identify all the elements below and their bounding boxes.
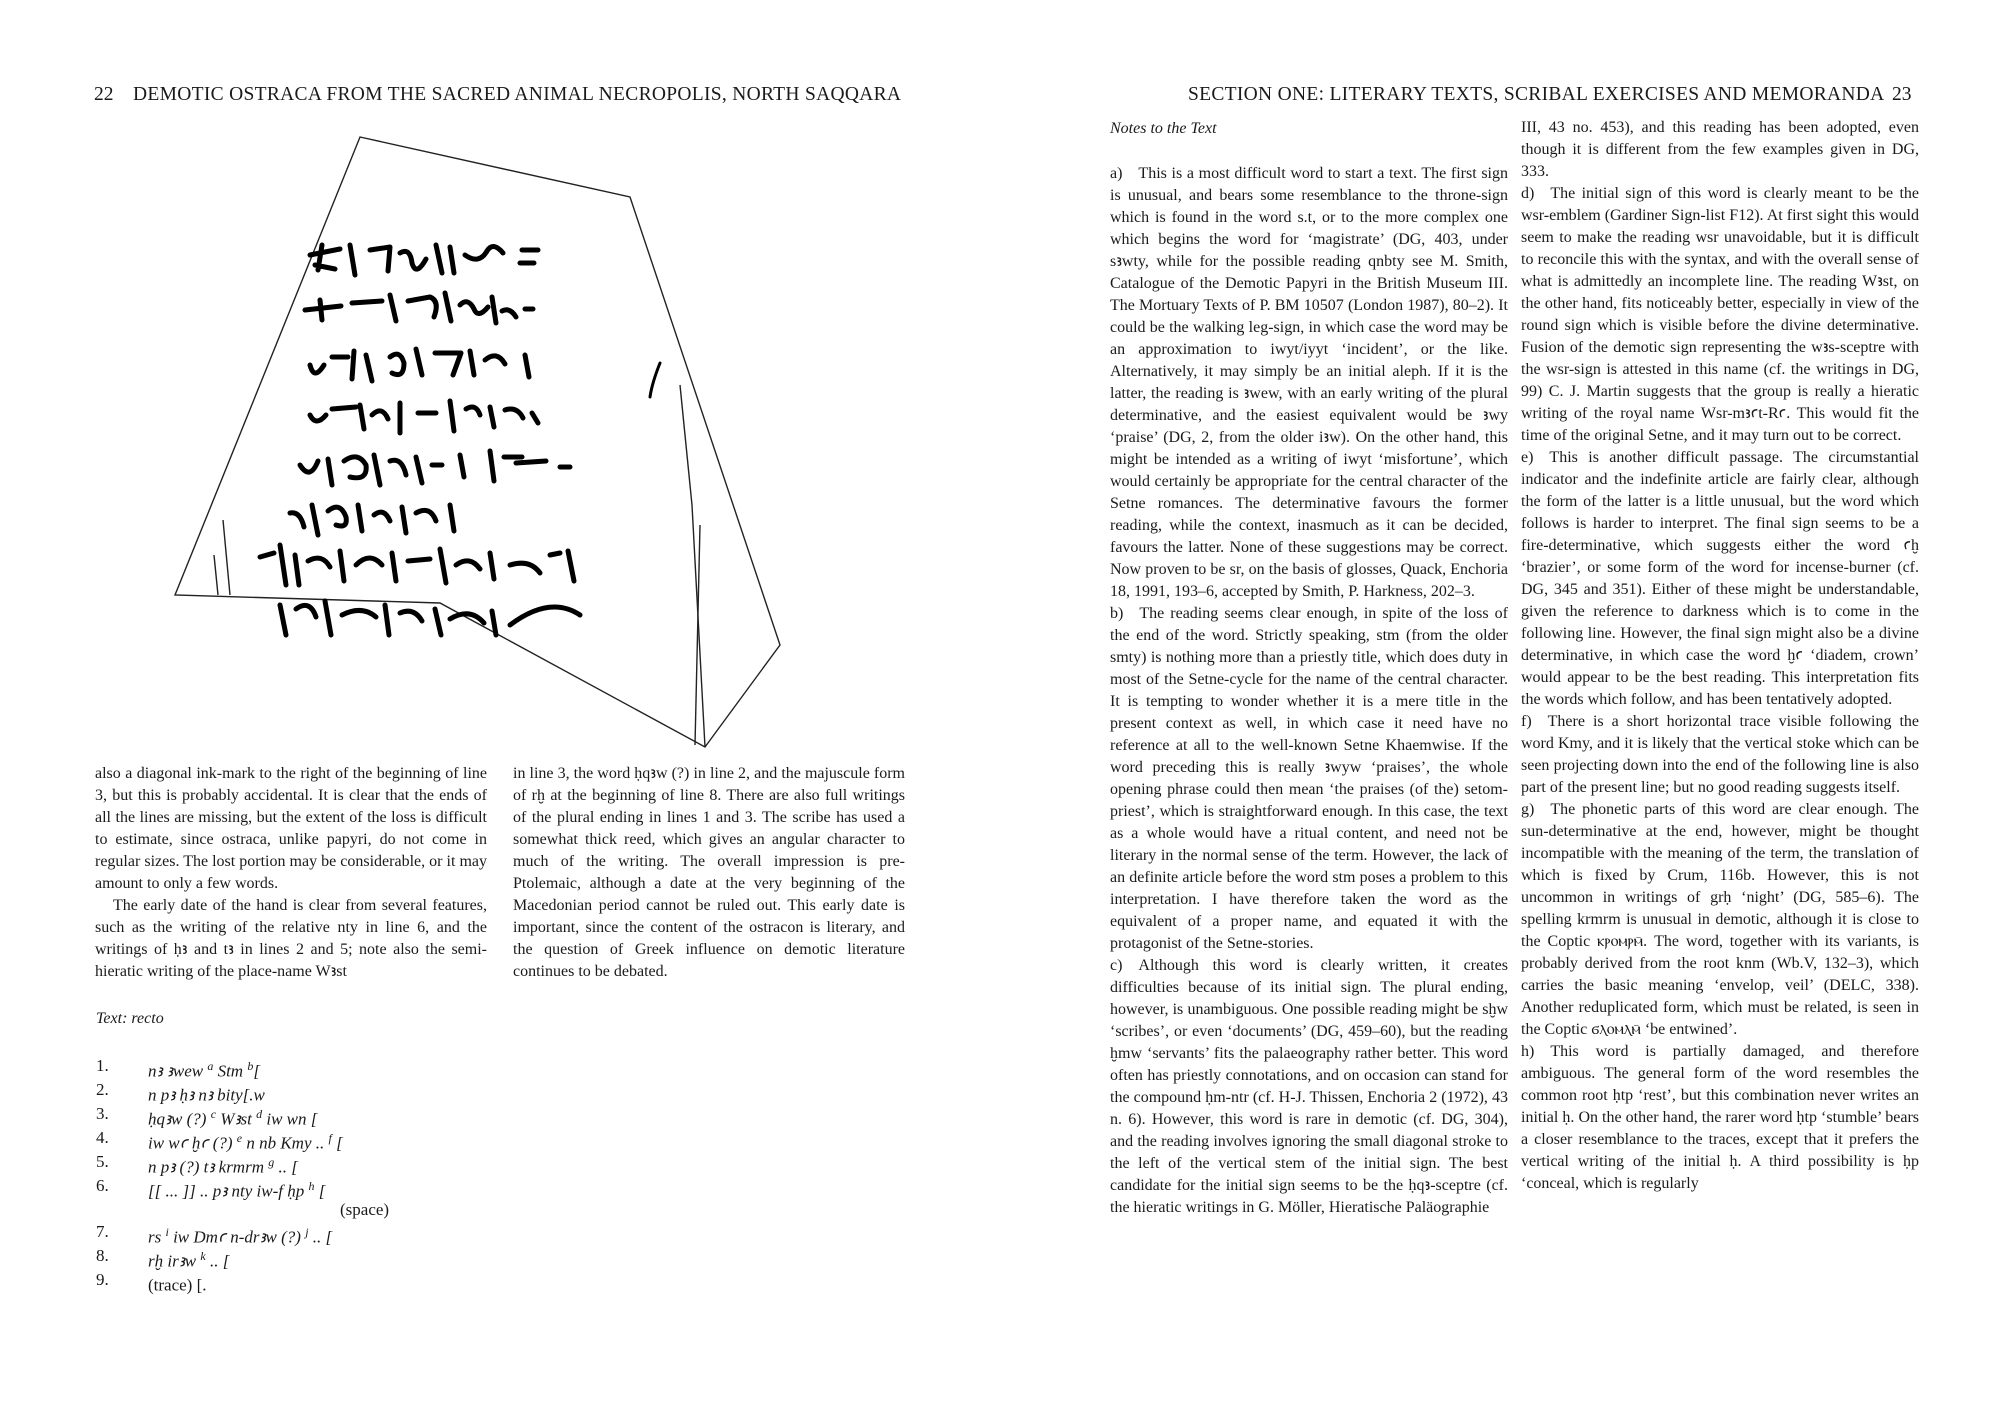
note-paragraph: f) There is a short horizontal trace visible following the word Kmy, and it is likely that the vertical stoke which can be seen projecting down into the end of the following line is also part of the present line; but no good reading suggests itself.: [1521, 713, 1919, 796]
paragraph: in line 3, the word ḥqꜣw (?) in line 2, and the majuscule form of rḫ at the beginning of line 8. There are also full writings of the plural ending in lines 1 and 3. The scribe has used a somewhat thick reed, which gives an angular character to much of the writing. The overall impression is pre-Ptolemaic, although a date at the very beginning of the Macedonian period cannot be ruled out. This early date is important, since the content of the ostracon is literary, and the question of Greek influence on demotic literature continues to be debated.: [513, 765, 905, 980]
notes-heading: Notes to the Text: [1110, 120, 1217, 137]
text-line: 7. rs $^i$ iw Dmꜥ n-drꜣw (?) $^j$ .. [: [96, 1222, 333, 1247]
text-line: 3. ḥqꜣw (?) $^c$ Wꜣst $^d$ iw wn [: [96, 1104, 318, 1129]
ostracon-drawing: [160, 125, 860, 750]
page-number: 22: [94, 84, 114, 105]
text-line: 8. rḫ irꜣw $^k$ .. [: [96, 1246, 230, 1271]
running-head: DEMOTIC OSTRACA FROM THE SACRED ANIMAL NECROPOLIS, NORTH SAQQARA: [133, 84, 902, 105]
note-paragraph: c) Although this word is clearly written, it creates difficulties because of its initial sign. The plural ending, however, is unambiguous. One possible reading might be sḫw ‘scribes’, or even ‘documents’ (DG, 459–60), but the reading ḫmw ‘servants’ fits the palaeography rather better. This word often has priestly connotations, and on occasion can stand for the compound ḥm-ntr (cf. H-J. Thissen, Enchoria 2 (1972), 43 n. 6). However, this word is rare in demotic (cf. DG, 304), and the reading involves ignoring the small diagonal stroke to the left of the vertical stem of the initial sign. The best candidate for the initial sign seems to be the ḥqꜣ-sceptre (cf. the hieratic writings in G. Möller, Hieratische Paläographie: [1110, 957, 1508, 1216]
text-line: 4. iw wꜥ ḫꜥ (?) $^e$ n nb Kmy .. $^f$ [: [96, 1128, 343, 1153]
page-number: 23: [1892, 84, 1912, 105]
note-paragraph: e) This is another difficult passage. The circumstantial indicator and the indefinite article are fairly clear, although the form of the latter is a little unusual, but the word which follows is harder to interpret. The final sign seems to be a fire-determinative, which suggests either the word ꜥḫ ‘brazier’, or some form of the word for incense-burner (cf. DG, 345 and 351). Either of these might be understandable, given the reference to darkness which is to come in the following line. However, the final sign might also be a divine determinative, in which case the word ḫꜥ ‘diadem, crown’ would appear to be the best reading. This interpretation fits the words which follow, and has been tentatively adopted.: [1521, 449, 1919, 708]
note-paragraph: III, 43 no. 453), and this reading has been adopted, even though it is different from the few examples given in DG, 333.: [1521, 119, 1919, 180]
note-paragraph: a) This is a most difficult word to start a text. The first sign is unusual, and bears some resemblance to the throne-sign which is found in the word s.t, or to the more complex one which begins the word for ‘magistrate’ (DG, 403, under sꜣwty, while for the possible reading qnbty see M. Smith, Catalogue of the Demotic Papyri in the British Museum III. The Mortuary Texts of P. BM 10507 (London 1987), 80–2). It could be the walking leg-sign, in which case the word may be an approximation to iwyt/iyyt ‘incident’, or the like. Alternatively, it may simply be an initial aleph. If it is the latter, the reading is ꜣwew, with an early writing of the plural determinative, and the easiest equivalent would be ꜣwy ‘praise’ (DG, 2, from the older iꜣw). On the other hand, this might be intended as a writing of iwyt ‘misfortune’, which would certainly be appropriate for the central character of the Setne romances. The determinative favours the former reading, while the context, inasmuch as it can be decided, favours the latter. None of these suggestions may be correct. Now proven to be sr, on the basis of glosses, Quack, Enchoria 18, 1991, 193–6, accepted by Smith, P. Harkness, 202–3.: [1110, 165, 1508, 600]
commentary-column-1: [95, 763, 487, 983]
right-page: [1000, 0, 2000, 1414]
note-paragraph: d) The initial sign of this word is clearly meant to be the wsr-emblem (Gardiner Sign-list F12). At first sight this would seem to make the reading wsr unavoidable, but it is difficult to reconcile this with the syntax, and with the overall sense of what is admittedly an incomplete line. The reading Wꜣst, on the other hand, fits noticeably better, especially in view of the round sign which is visible before the divine determinative. Fusion of the demotic sign representing the wꜣs-sceptre with the wsr-sign is attested in this name (cf. the writings in DG, 99) C. J. Martin suggests that the group is really a hieratic writing of the royal name Wsr-mꜣꜥt-Rꜥ. This would fit the time of the original Setne, and it may turn out to be correct.: [1521, 185, 1919, 444]
text-line: 5. n pꜣ (?) tꜣ krmrm $^g$ .. [: [96, 1152, 298, 1177]
text-line: 9. (trace) [.: [96, 1270, 207, 1295]
transliteration: [96, 1054, 516, 1295]
note-paragraph: b) The reading seems clear enough, in spite of the loss of the end of the word. Strictly speaking, stm (from the older smty) is nothing more than a priestly title, which does duty in most of the Setne-cycle for the name of the central character. It is tempting to wonder whether it is a mere title in the present context as well, in which case it need have no reference at all to the well-known Setne Khaemwise. If the word preceding this is really ꜣwyw ‘praises’, the whole opening phrase could then mean ‘the praises (of the) setom-priest’, which is straightforward enough. In this case, the text as a whole would have a ritual content, and need not be literary in the normal sense of the term. However, the lack of an definite article before the word stm poses a problem to this interpretation. I have therefore taken the word as the equivalent of a proper name, and equated it with the protagonist of the Setne-stories.: [1110, 605, 1508, 952]
paragraph: The early date of the hand is clear from several features, such as the writing of the relative nty in line 6, and the writings of ḥꜣ and tꜣ in lines 2 and 5; note also the semi-hieratic writing of the place-name Wꜣst: [95, 897, 487, 980]
running-head: SECTION ONE: LITERARY TEXTS, SCRIBAL EXERCISES AND MEMORANDA: [1188, 84, 1885, 105]
paragraph: also a diagonal ink-mark to the right of the beginning of line 3, but this is probably accidental. It is clear that the ends of all the lines are missing, but the extent of the loss is difficult to estimate, since ostraca, unlike papyri, do not come in regular sizes. The lost portion may be considerable, or it may amount to only a few words.: [95, 765, 487, 892]
text-heading: Text: recto: [96, 1010, 164, 1027]
space-note: (space): [340, 1200, 390, 1219]
notes-column-1: [1110, 163, 1508, 1219]
notes-column-2: [1521, 117, 1919, 1195]
commentary-column-2: [513, 763, 905, 983]
note-paragraph: h) This word is partially damaged, and therefore ambiguous. The general form of the word resembles the common root ḥtp ‘rest’, but this combination never writes an initial ḥ. On the other hand, the rarer word ḥtp ‘stumble’ bears a closer resemblance to the traces, except that it prefers the vertical writing of the initial ḥ. A third possibility is ḥp ‘conceal, which is regularly: [1521, 1043, 1919, 1192]
text-line: 6. [[ ... ]] .. pꜣ nty iw-f ḥp $^h$ [: [96, 1176, 326, 1201]
text-line: 1. nꜣ ꜣwew $^a$ Stm $^b$[: [96, 1056, 260, 1081]
text-line: 2. n pꜣ ḥꜣ nꜣ bity[.w: [96, 1080, 265, 1105]
note-paragraph: g) The phonetic parts of this word are clear enough. The sun-determinative at the end, however, might be thought incompatible with the meaning of the term, the translation of which is fixed by Crum, 116b. However, this is not uncommon in writings of grḥ ‘night’ (DG, 585–6). The spelling krmrm is unusual in demotic, although it is close to the Coptic ⲕⲣⲟⲙⲣⲙ̄. The word, together with its variants, is probably derived from the root knm (Wb.V, 132–3), which carries the basic meaning ‘envelop, veil’ (DELC, 338). Another reduplicated form, which must be related, is seen in the Coptic ϭⲗⲟⲙⲗⲙ̄ ‘be entwined’.: [1521, 801, 1919, 1038]
